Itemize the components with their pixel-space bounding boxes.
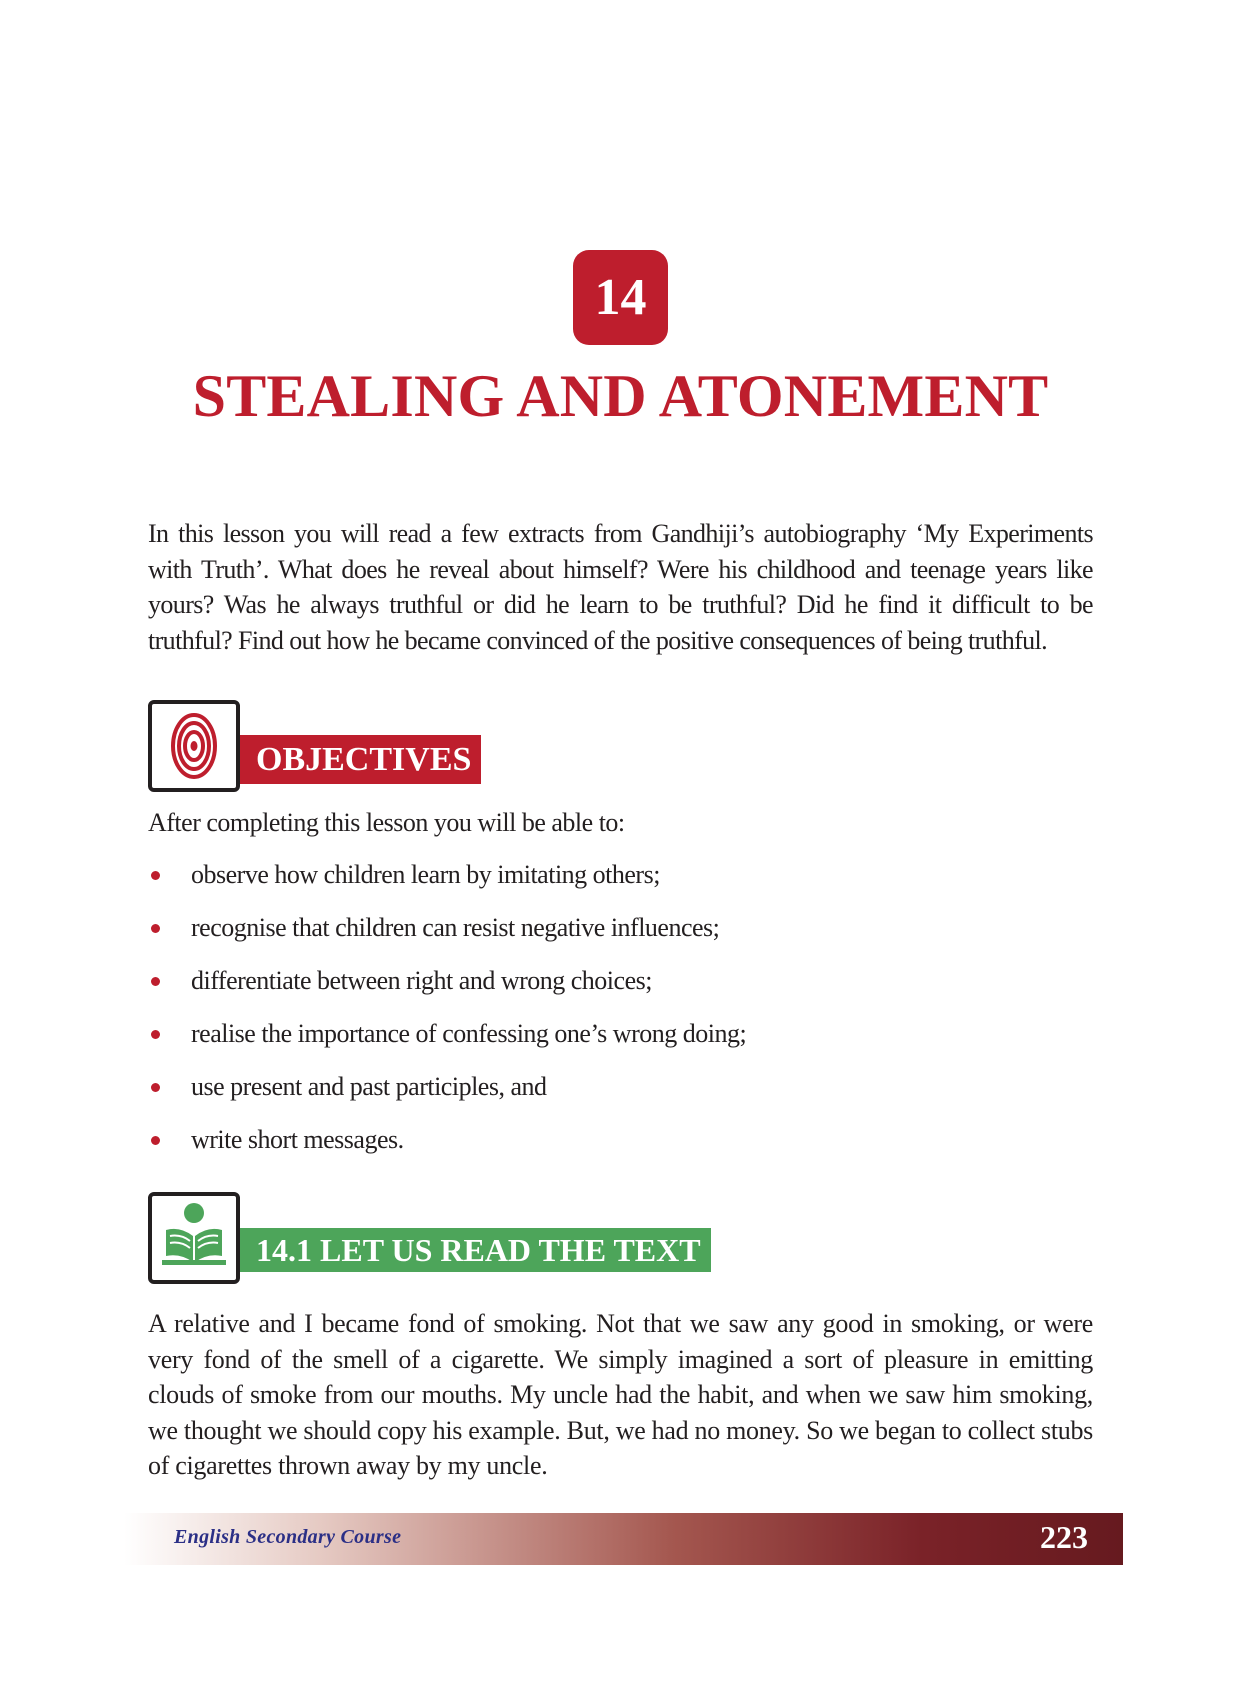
bullet-icon (151, 1030, 160, 1039)
list-item (148, 1072, 746, 1125)
chapter-title: STEALING AND ATONEMENT (192, 363, 1049, 429)
bullet-icon (151, 1136, 160, 1145)
list-item (148, 913, 746, 966)
objective-text: recognise that children can resist negative influences; (191, 913, 720, 942)
bullet-icon (151, 977, 160, 986)
objective-text: use present and past participles, and (191, 1072, 547, 1101)
list-item (148, 1019, 746, 1072)
page-number: 223 (1040, 1519, 1088, 1555)
objective-text: realise the importance of confessing one’s wrong doing; (191, 1019, 747, 1048)
chapter-number-badge: 14 (573, 250, 668, 345)
reading-icon-box (148, 1192, 240, 1284)
objective-text: differentiate between right and wrong choices; (191, 966, 652, 995)
reading-section-heading: 14.1 LET US READ THE TEXT (240, 1228, 711, 1272)
reading-paragraph: A relative and I became fond of smoking. Not that we saw any good in smoking, or were very fond of the smell of a cigarette. We simply imagined a sort of pleasure in emitting clouds of smoke from our mouths. My uncle had the habit, and when we saw him smoking, we thought we should copy his example. But, we had no money. So we began to collect stubs of cigarettes thrown away by my uncle. (148, 1309, 1094, 1480)
bullet-icon (151, 871, 160, 880)
reader-book-icon (152, 1196, 236, 1280)
objective-text: observe how children learn by imitating others; (191, 860, 660, 889)
intro-paragraph: In this lesson you will read a few extracts from Gandhiji’s autobiography ‘My Experiments with Truth’. What does he reveal about himself? Were his childhood and teenage years like yours? Was he always truthful or did he learn to be truthful? Did he find it difficult to be truthful? Find out how he became convinced of the positive consequences of being truthful. (148, 519, 1093, 655)
target-icon (152, 704, 236, 788)
objectives-list (148, 860, 746, 1178)
footer-course-title: English Secondary Course (174, 1526, 402, 1548)
objectives-heading: OBJECTIVES (240, 735, 481, 784)
list-item (148, 1125, 746, 1178)
list-item (148, 860, 746, 913)
objectives-icon-box (148, 700, 240, 792)
objective-text: write short messages. (191, 1125, 404, 1154)
list-item (148, 966, 746, 1019)
bullet-icon (151, 924, 160, 933)
bullet-icon (151, 1083, 160, 1092)
objectives-lead: After completing this lesson you will be able to: (148, 808, 625, 837)
